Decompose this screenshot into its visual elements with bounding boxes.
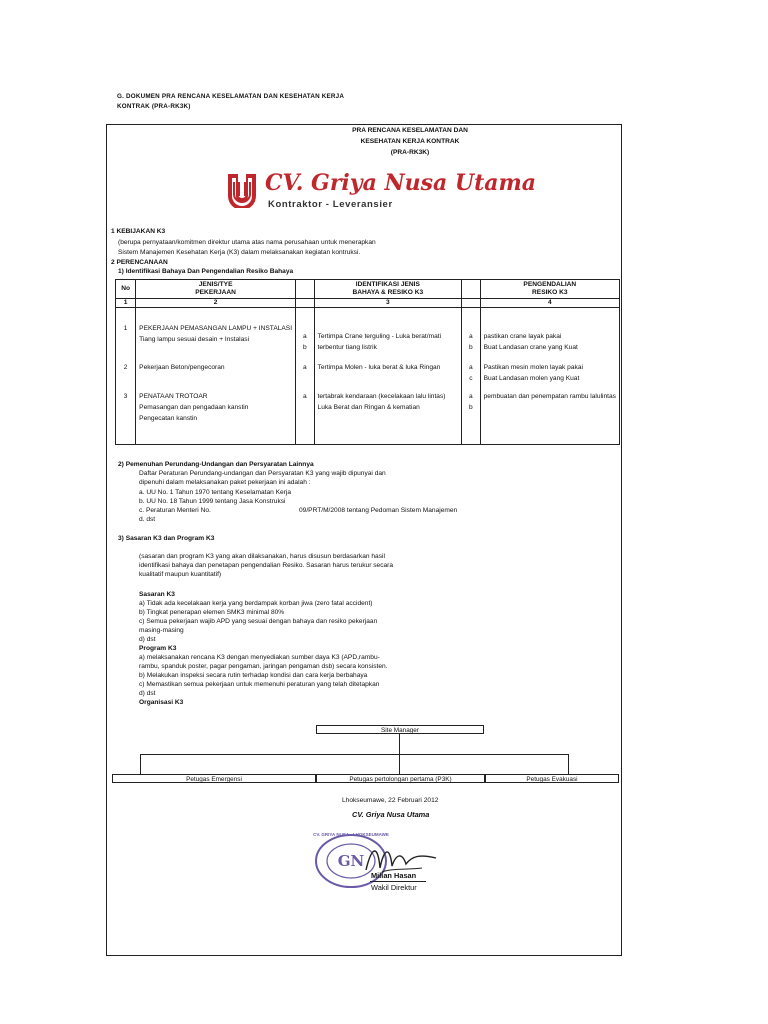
row-letter: a [469, 393, 473, 401]
sasaran-item: masing-masing [139, 627, 184, 634]
row-letter: a [302, 393, 307, 401]
header-jenis-line2: PEKERJAAN [195, 289, 236, 296]
sasaran-intro: identifikasi bahaya dan penetapan pengendalian Resiko. Sasaran harus terukur secara [139, 562, 394, 569]
org-site-manager: Site Manager [316, 725, 484, 734]
row-bahaya: Tertimpa Molen - luka berat & luka Ringan [317, 364, 441, 372]
org-petugas-emergensi: Petugas Emergensi [112, 774, 316, 783]
header-no: No [116, 280, 136, 299]
kebijakan-heading: 1 KEBIJAKAN K3 [111, 228, 166, 235]
program-item: b) Melakukan inspeksi secara rutin terhadap kondisi dan cara kerja berbahaya [139, 672, 368, 679]
header-identifikasi [314, 280, 462, 299]
header-spacer2 [462, 280, 481, 299]
sasaran-item: b) Tingkat penerapan elemen SMK3 minimal 80% [139, 609, 285, 616]
col-number: 3 [314, 299, 462, 308]
kebijakan-text2: Sistem Manajemen Kesehatan Kerja (K3) dalam melaksanakan kegiatan kontruksi. [118, 249, 361, 256]
row-pengendalian: Buat Landasan molen yang Kuat [483, 374, 580, 382]
row-pekerjaan: Pekerjaan Beton/pengecoran [139, 364, 225, 372]
table-row [116, 308, 620, 354]
col-number-blank [462, 299, 481, 308]
col-number: 2 [136, 299, 296, 308]
perundangan-item: a. UU No. 1 Tahun 1970 tentang Keselamatan Kerja [139, 489, 291, 496]
header-peng-line1: PENGENDALIAN [523, 281, 577, 288]
program-heading: Program K3 [139, 645, 177, 652]
program-item: c) Memastikan semua pekerjaan untuk memenuhi peraturan yang telah ditetapkan [139, 681, 380, 688]
sasaran-item: a) Tidak ada kecelakaan kerja yang berdampak korban jiwa (zero fatal accident) [139, 600, 373, 607]
sasaran-item: c) Semua pekerjaan wajib APD yang sesuai dengan bahaya dan resiko pekerjaan [139, 618, 378, 625]
header-pengendalian [480, 280, 619, 299]
org-connector-vertical [399, 734, 400, 754]
row-pekerjaan: Pemasangan dan pengadaan kanstin [139, 403, 249, 411]
org-connector-middle [399, 754, 400, 774]
company-logo-name: CV. Griya Nusa Utama [265, 170, 537, 196]
perundangan-heading: 2) Pemenuhan Perundang-Undangan dan Persyaratan Lainnya [118, 461, 314, 468]
col-number: 4 [480, 299, 619, 308]
svg-text:GN: GN [337, 852, 365, 870]
row-pengendalian: pastikan crane layak pakai [483, 333, 562, 340]
perencanaan-heading: 2 PERENCANAAN [111, 259, 168, 266]
row-no: 1 [123, 325, 128, 332]
row-letter: b [469, 403, 473, 411]
org-connector-left [140, 754, 141, 774]
row-bahaya: terbentur tiang listrik [317, 343, 377, 351]
col-number: 1 [116, 299, 136, 308]
sasaran-item: d) dst [139, 636, 156, 643]
row-bahaya: tertabrak kendaraan (kecelakaan lalu lintas) [317, 393, 446, 401]
header-ident-line2: BAHAYA & RESIKO K3 [352, 289, 424, 296]
perundangan-item: d. dst [139, 516, 156, 523]
row-pekerjaan: PEKERJAAN PEMASANGAN LAMPU + INSTALASI [139, 325, 293, 332]
place-date: Lhokseumawe, 22 Februari 2012 [342, 797, 439, 804]
org-connector-horizontal [140, 754, 568, 755]
row-pekerjaan: Pengecatan kanstin [139, 414, 198, 422]
program-item: d) dst [139, 690, 156, 697]
row-letter: a [469, 333, 473, 340]
row-pekerjaan: PENATAAN TROTOAR [139, 393, 208, 401]
company-logo-icon [222, 168, 262, 208]
sasaran-intro: (sasaran dan program K3 yang akan dilaksanakan, harus disusun berdasarkan hasil [139, 553, 385, 560]
org-connector-right [568, 754, 569, 774]
header-jenis-line1: JENIS/TYE [198, 281, 233, 288]
row-bahaya: Luka Berat dan Ringan & kematian [317, 403, 420, 411]
row-pekerjaan: Tiang lampu sesuai desain + Instalasi [139, 335, 250, 343]
row-no: 3 [123, 393, 128, 401]
perundangan-intro1: Daftar Peraturan Perundang-undangan dan Persyaratan K3 yang wajib dipunyai dan [139, 470, 386, 477]
row-letter: b [302, 343, 307, 351]
row-pengendalian: Pastikan mesin molen layak pakai [483, 364, 583, 372]
title-line3: (PRA-RK3K) [390, 149, 430, 156]
row-no: 2 [123, 364, 128, 372]
sasaran-program-heading: 3) Sasaran K3 dan Program K3 [118, 535, 215, 542]
sasaran-intro: kualitatif maupun kuantitatif) [139, 571, 222, 578]
stamp-text: CV. GRIYA NUSA · LHOKSEUMAWE [313, 832, 389, 837]
header-peng-line2: RESIKO K3 [532, 289, 568, 296]
company-logo-sub: Kontraktor - Leveransier [268, 199, 393, 210]
program-item: a) melaksanakan rencana K3 dengan menyediakan sumber daya K3 (APD,rambu- [139, 654, 380, 661]
col-number-blank [296, 299, 315, 308]
row-pengendalian: Buat Landasan crane yang Kuat [483, 343, 578, 351]
signature-company: CV. Griya Nusa Utama [352, 810, 430, 819]
table-row [116, 353, 620, 384]
header-spacer1 [296, 280, 315, 299]
org-petugas-p3k: Petugas pertolongan pertama (P3K) [316, 774, 485, 783]
signatory-name: Milian Hasan [371, 871, 417, 880]
permen-detail: 09/PRT/M/2008 tentang Pedoman Sistem Manajemen [299, 507, 458, 514]
row-letter: a [469, 364, 473, 372]
identifikasi-subheading: 1) Identifikasi Bahaya Dan Pengendalian Resiko Bahaya [118, 268, 294, 275]
title-line1: PRA RENCANA KESELAMATAN DAN [352, 127, 468, 134]
program-item: rambu, spanduk poster, pagar pengaman, jaringan pengaman dsb) secara konsisten. [139, 663, 388, 670]
perundangan-item: b. UU No. 18 Tahun 1999 tentang Jasa Konstruksi [139, 498, 286, 505]
row-letter: c [469, 374, 473, 382]
signature-underline [370, 881, 426, 882]
org-petugas-evakuasi: Petugas Evakuasi [485, 774, 619, 783]
row-letter: a [302, 364, 307, 372]
sasaran-heading: Sasaran K3 [139, 591, 175, 598]
row-letter: a [302, 333, 307, 340]
title-line2: KESEHATAN KERJA KONTRAK [360, 138, 460, 145]
hazard-table-header [116, 280, 620, 299]
header-ident-line1: IDENTIFIKASI JENIS [355, 281, 420, 288]
hazard-table [115, 279, 620, 445]
perundangan-item: c. Peraturan Menteri No. [139, 507, 211, 514]
row-letter: b [469, 343, 473, 351]
table-row [116, 384, 620, 445]
document-heading-line2: KONTRAK (PRA-RK3K) [117, 103, 191, 110]
row-bahaya: Tertimpa Crane terguling - Luka berat/mati [317, 333, 442, 340]
perundangan-intro2: dipenuhi dalam melaksanakan paket pekerjaan ini adalah : [139, 479, 311, 486]
hazard-table-numbering [116, 299, 620, 308]
signatory-role: Wakil Direktur [371, 883, 417, 892]
organisasi-heading: Organisasi K3 [139, 699, 184, 706]
document-heading-line1: G. DOKUMEN PRA RENCANA KESELAMATAN DAN KESEHATAN KERJA [117, 93, 345, 100]
row-pengendalian: pembuatan dan penempatan rambu lalulintas [483, 393, 616, 401]
header-jenis [136, 280, 296, 299]
kebijakan-text1: (berupa pernyataan/komitmen direktur utama atas nama perusahaan untuk menerapkan [118, 239, 376, 246]
